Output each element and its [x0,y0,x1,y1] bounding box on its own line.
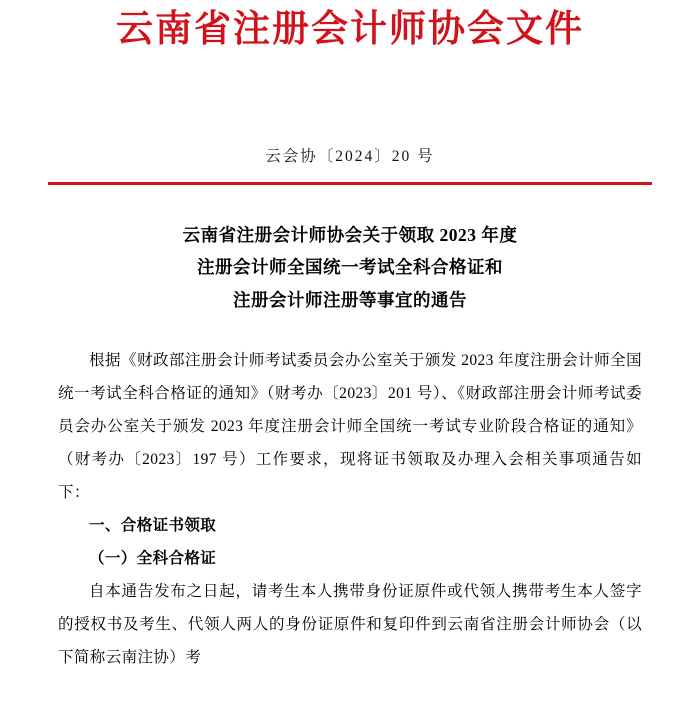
red-divider-rule [48,182,652,185]
document-title-line-1: 云南省注册会计师协会关于领取 2023 年度 [182,224,518,245]
document-header-title: 云南省注册会计师协会文件 [116,9,584,50]
subsection-heading-1-1: （一）全科合格证 [89,550,217,568]
paragraph-intro: 根据《财政部注册会计师考试委员会办公室关于颁发 2023 年度注册会计师全国统一考试全科合格证的通知》（财考办〔2023〕201 号）、《财政部注册会计师考试委员会办公室关于颁发 2023 年度注册会计师全国统一考试专业阶段合格证的通知》（财考办〔2023〕197 号）工作要求，现将证书领取及办理入会相关事项通告如下： [58,352,642,502]
paragraph-collection-info: 自本通告发布之日起，请考生本人携带身份证原件或代领人携带考生本人签字的授权书及考生、代领人两人的身份证原件和复印件到云南省注册会计师协会（以下简称云南注协）考 [58,583,642,667]
section-heading-1: 一、合格证书领取 [89,517,217,535]
document-number: 云会协〔2024〕20 号 [265,148,435,166]
document-title [58,219,642,316]
document-body [58,344,642,674]
document-title-line-2: 注册会计师全国统一考试全科合格证和 [197,257,503,278]
document-title-line-3: 注册会计师注册等事宜的通告 [233,289,467,310]
